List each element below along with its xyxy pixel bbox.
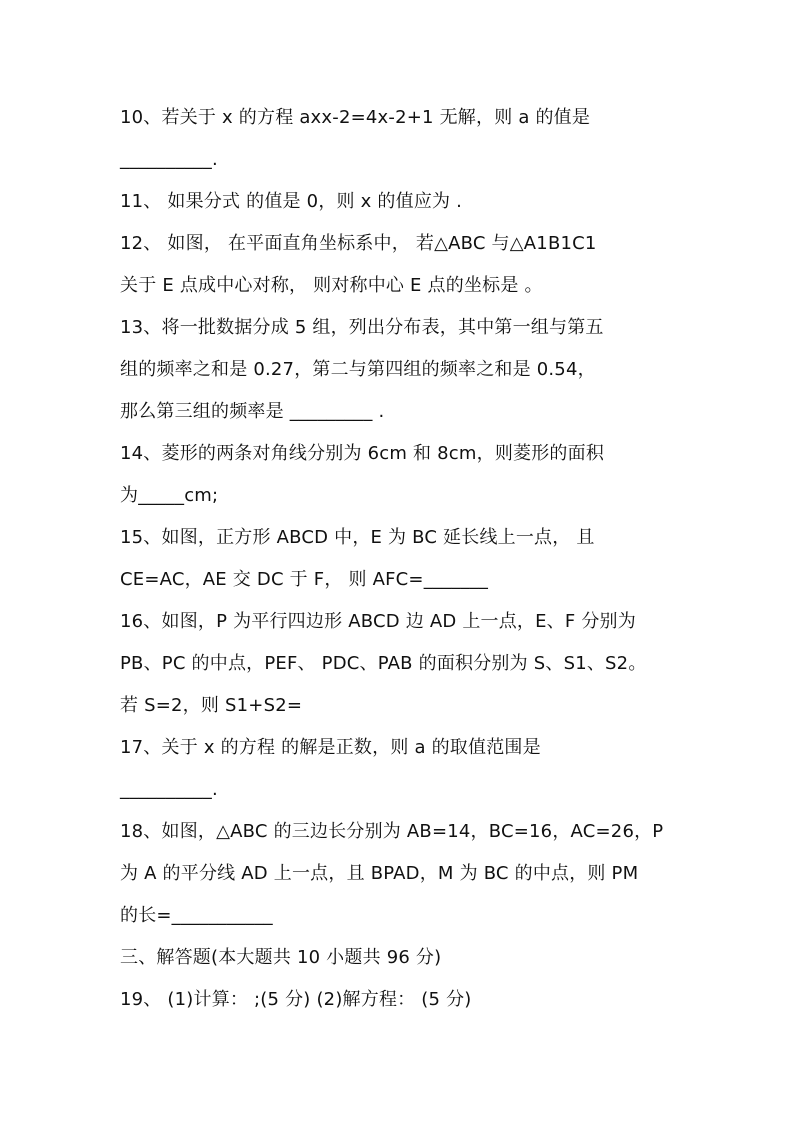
- section-three-heading: 三、解答题(本大题共 10 小题共 96 分): [120, 947, 442, 968]
- q10-line-1: 10、若关于 x 的方程 axx-2=4x-2+1 无解，则 a 的值是: [120, 107, 591, 128]
- q13-line-3: 那么第三组的频率是 _________ .: [120, 401, 385, 422]
- q15-line-1: 15、如图，正方形 ABCD 中，E 为 BC 延长线上一点， 且: [120, 527, 595, 548]
- q17-line-2: __________.: [120, 779, 218, 800]
- q13-line-1: 13、将一批数据分成 5 组，列出分布表，其中第一组与第五: [120, 317, 604, 338]
- q13-line-2: 组的频率之和是 0.27，第二与第四组的频率之和是 0.54，: [120, 359, 596, 380]
- q18-line-3: 的长=___________: [120, 905, 273, 926]
- q17-line-1: 17、关于 x 的方程 的解是正数，则 a 的取值范围是: [120, 737, 541, 758]
- q14-line-2: 为_____cm;: [120, 485, 219, 506]
- q14-line-1: 14、菱形的两条对角线分别为 6cm 和 8cm，则菱形的面积: [120, 443, 605, 464]
- q19-line: 19、 (1)计算： ;(5 分) (2)解方程： (5 分): [120, 989, 472, 1010]
- q16-line-3: 若 S=2，则 S1+S2=: [120, 695, 303, 716]
- q12-line-2: 关于 E 点成中心对称， 则对称中心 E 点的坐标是 。: [120, 275, 543, 296]
- q16-line-1: 16、如图，P 为平行四边形 ABCD 边 AD 上一点，E、F 分别为: [120, 611, 636, 632]
- q18-line-1: 18、如图，△ABC 的三边长分别为 AB=14，BC=16，AC=26，P: [120, 821, 664, 842]
- q11-line: 11、 如果分式 的值是 0，则 x 的值应为 .: [120, 191, 463, 212]
- q16-line-2: PB、PC 的中点，PEF、 PDC、PAB 的面积分别为 S、S1、S2。: [120, 653, 647, 674]
- q18-line-2: 为 A 的平分线 AD 上一点，且 BPAD，M 为 BC 的中点，则 PM: [120, 863, 639, 884]
- q15-line-2: CE=AC，AE 交 DC 于 F， 则 AFC=_______: [120, 569, 489, 590]
- q10-line-2: __________.: [120, 149, 218, 170]
- q12-line-1: 12、 如图， 在平面直角坐标系中， 若△ABC 与△A1B1C1: [120, 233, 597, 254]
